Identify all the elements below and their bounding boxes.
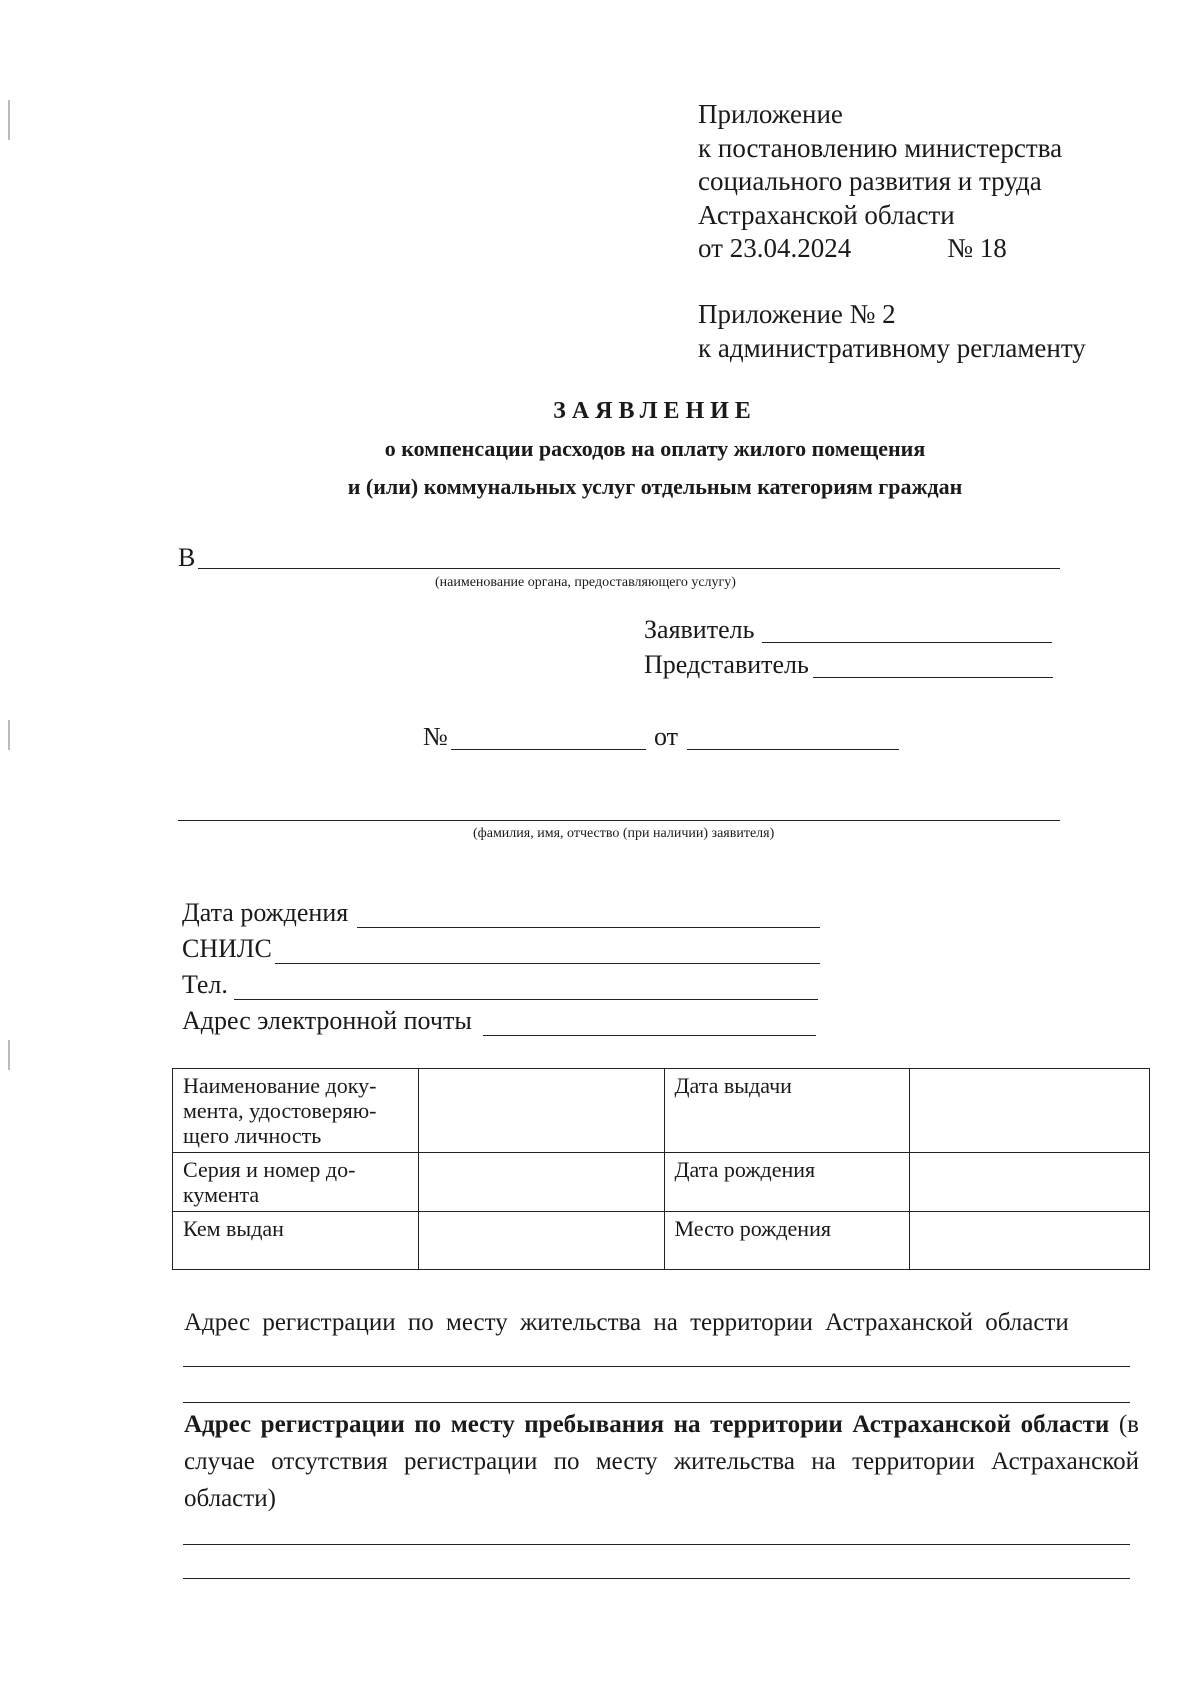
appendix-line: к административному регламенту bbox=[698, 332, 1086, 363]
snils-label: СНИЛС bbox=[182, 934, 272, 963]
addressee-prefix: В bbox=[178, 543, 196, 572]
appendix-line: Приложение № 2 bbox=[698, 299, 896, 329]
table-label-cell: Серия и номер до- кумента bbox=[173, 1153, 419, 1212]
phone-label: Тел. bbox=[182, 970, 228, 999]
addressee-field[interactable] bbox=[198, 548, 1060, 569]
email-label: Адрес электронной почты bbox=[182, 1006, 472, 1035]
birth-date-label: Дата рождения bbox=[182, 898, 349, 927]
header-line: социального развития и труда bbox=[698, 166, 1042, 196]
decree-date: от 23.04.2024 bbox=[698, 233, 852, 263]
snils-field[interactable] bbox=[275, 941, 820, 964]
residence-address-field[interactable] bbox=[183, 1340, 1130, 1367]
birth-date-field[interactable] bbox=[357, 905, 820, 928]
registration-date-label: от bbox=[654, 722, 679, 751]
stay-address-field[interactable] bbox=[183, 1518, 1130, 1545]
applicant-label: Заявитель bbox=[644, 615, 755, 644]
decree-header bbox=[698, 98, 1062, 266]
registration-number-label: № bbox=[423, 722, 448, 751]
issue-date-input[interactable] bbox=[910, 1069, 1150, 1153]
birth-place-input[interactable] bbox=[910, 1212, 1150, 1270]
representative-field[interactable] bbox=[813, 657, 1053, 678]
email-field[interactable] bbox=[483, 1013, 816, 1036]
document-name-input[interactable] bbox=[418, 1069, 664, 1153]
table-label-cell: Место рождения bbox=[664, 1212, 910, 1270]
identity-document-table bbox=[172, 1068, 1150, 1270]
residence-address-label: Адрес регистрации по месту жительства на территории Астраханской области bbox=[184, 1309, 1069, 1336]
scan-margin-mark bbox=[8, 1040, 10, 1070]
addressee-caption: (наименование органа, предоставляющего услугу) bbox=[435, 575, 736, 590]
issued-by-input[interactable] bbox=[418, 1212, 664, 1270]
document-series-input[interactable] bbox=[418, 1153, 664, 1212]
document-title: ЗАЯВЛЕНИЕ bbox=[553, 398, 757, 424]
stay-address-note: (в случае отсутствия регистрации по месту жительства на территории Астраханской области) bbox=[184, 1411, 1139, 1512]
scan-margin-mark bbox=[8, 720, 10, 750]
registration-date-field[interactable] bbox=[687, 729, 899, 750]
table-row bbox=[173, 1212, 1150, 1270]
residence-address-field[interactable] bbox=[183, 1376, 1130, 1403]
applicant-field[interactable] bbox=[762, 622, 1052, 643]
doc-birth-date-input[interactable] bbox=[910, 1153, 1150, 1212]
fio-caption: (фамилия, имя, отчество (при наличии) заявителя) bbox=[473, 826, 775, 841]
table-row bbox=[173, 1069, 1150, 1153]
table-label-cell: Кем выдан bbox=[173, 1212, 419, 1270]
scan-margin-mark bbox=[8, 100, 10, 140]
document-subtitle: о компенсации расходов на оплату жилого помещения bbox=[384, 436, 926, 461]
header-line: Астраханской области bbox=[698, 199, 955, 230]
stay-address-title: Адрес регистрации по месту пребывания на территории Астраханской области bbox=[184, 1411, 1110, 1438]
header-line: к постановлению министерства bbox=[698, 132, 1063, 163]
document-subtitle: и (или) коммунальных услуг отдельным категориям граждан bbox=[347, 474, 963, 499]
decree-number: № 18 bbox=[947, 233, 1007, 263]
header-line: Приложение bbox=[698, 99, 843, 129]
stay-address-label bbox=[184, 1406, 1139, 1517]
table-label-cell: Дата рождения bbox=[664, 1153, 910, 1212]
stay-address-field[interactable] bbox=[183, 1552, 1130, 1579]
table-row bbox=[173, 1153, 1150, 1212]
fio-field[interactable] bbox=[178, 800, 1060, 821]
representative-label: Представитель bbox=[644, 650, 809, 679]
appendix-header bbox=[698, 298, 1086, 365]
table-label-cell: Наименование доку- мента, удостоверяю- щего личность bbox=[173, 1069, 419, 1153]
header-date-line bbox=[698, 232, 1062, 266]
table-label-cell: Дата выдачи bbox=[664, 1069, 910, 1153]
registration-number-field[interactable] bbox=[451, 729, 646, 750]
phone-field[interactable] bbox=[234, 977, 818, 1000]
